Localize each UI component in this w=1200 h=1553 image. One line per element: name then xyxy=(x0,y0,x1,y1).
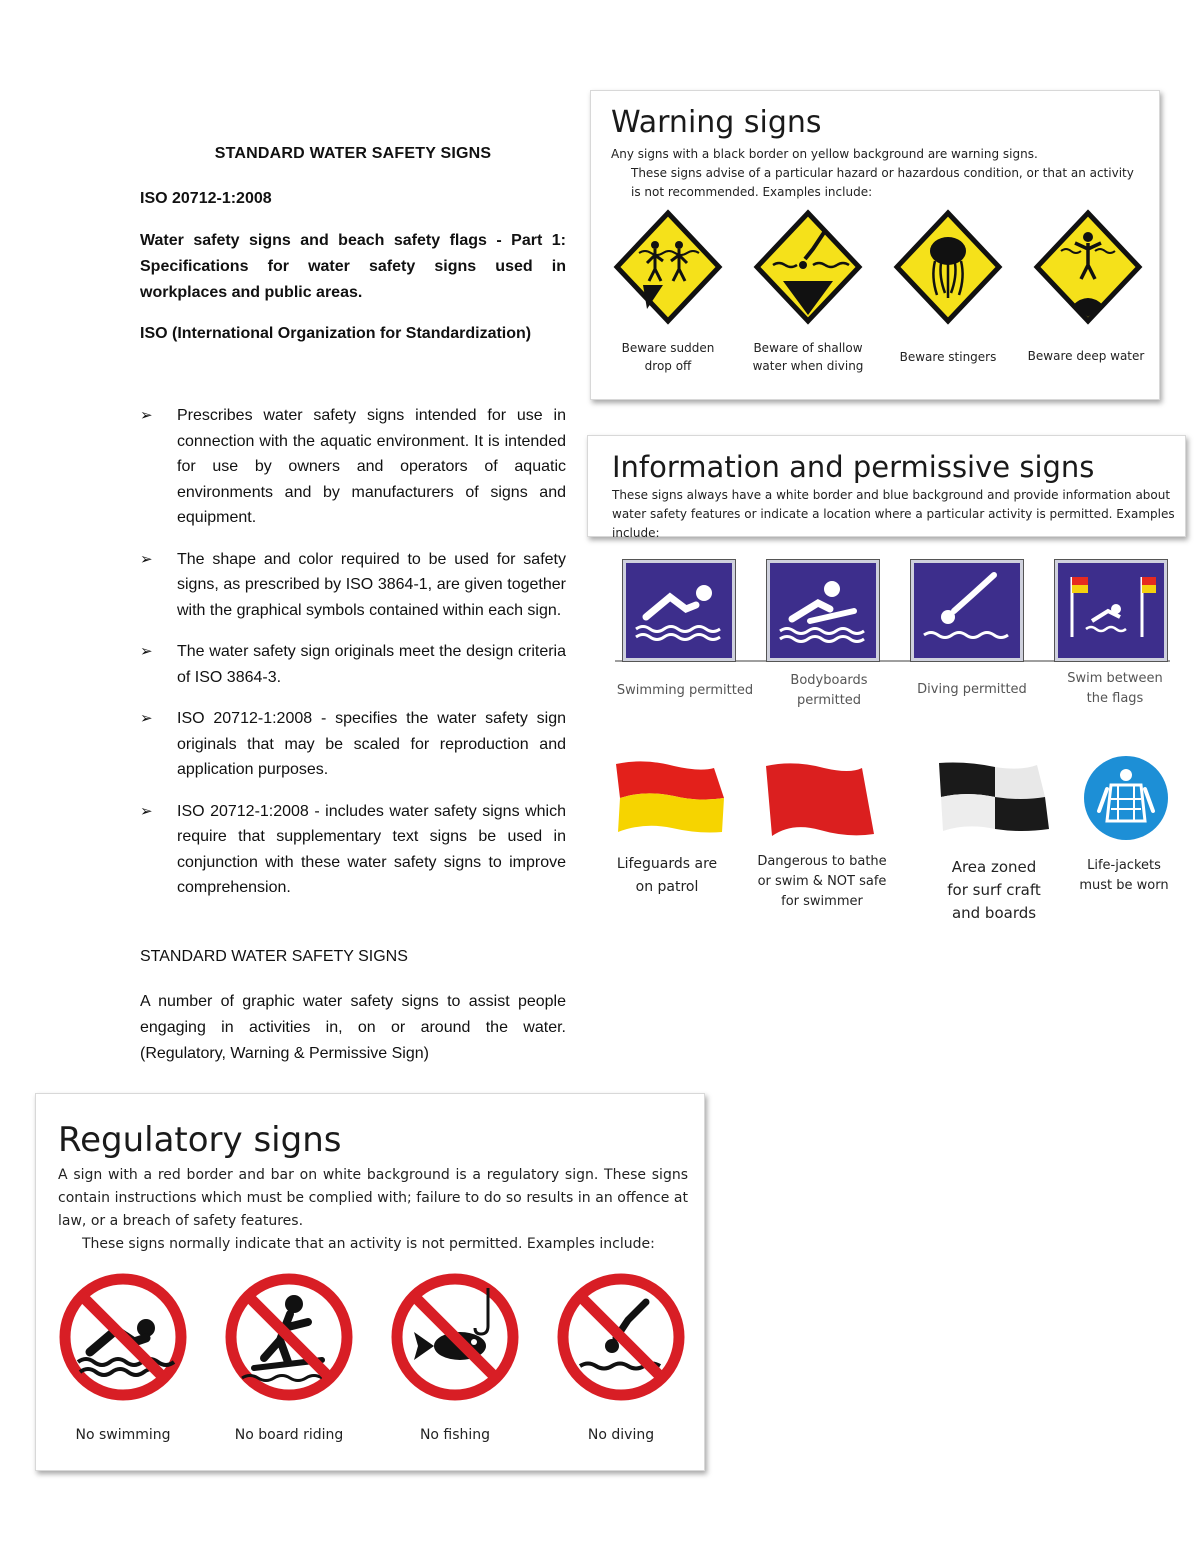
caption-no-diving: No diving xyxy=(587,1427,655,1443)
information-signs-panel xyxy=(587,435,1186,540)
arrow-bullet-icon: ➢ xyxy=(140,710,153,727)
caption-life-jackets: Life-jackets must be worn xyxy=(1079,858,1169,893)
diving-icon xyxy=(911,560,1023,661)
sudden-drop-off-icon xyxy=(613,209,723,329)
no-fishing-icon xyxy=(390,1272,520,1402)
document-title: STANDARD WATER SAFETY SIGNS xyxy=(214,145,492,162)
organization-name: ISO (International Organization for Standardization) xyxy=(140,325,532,342)
information-intro: These signs always have a white border and blue background and provide information about water safety features or indicate a location where a particular activity is permitted. Examples include: xyxy=(612,488,1175,540)
caption-no-swimming: No swimming xyxy=(75,1427,171,1443)
regulatory-intro: A sign with a red border and bar on white background is a regulatory sign. These signs contain instructions which must be complied with; failure to do so results in an offence at law, or a breach of safety features. These signs normally indicate that an activity is not permitted. Examples include: xyxy=(58,1167,688,1252)
no-swimming-icon xyxy=(58,1272,188,1402)
deep-water-icon xyxy=(1033,209,1143,329)
arrow-bullet-icon: ➢ xyxy=(140,802,153,820)
warning-signs-panel xyxy=(590,90,1160,400)
section-subheading: STANDARD WATER SAFETY SIGNS xyxy=(140,948,408,965)
caption-no-fishing: No fishing xyxy=(419,1427,491,1443)
life-jacket-icon xyxy=(1083,755,1169,841)
regulatory-signs-panel xyxy=(35,1093,705,1471)
bodyboard-icon xyxy=(767,560,879,661)
information-title: Information and permissive signs xyxy=(612,450,1095,484)
list-item: ➢ ISO 20712-1:2008 - includes water safety signs which require that supplementary text signs be used in conjunction with these water safety signs to improve comprehension. xyxy=(140,799,566,901)
shallow-water-diving-icon xyxy=(753,209,863,329)
swim-between-flags-icon xyxy=(1055,560,1167,661)
information-signs-strip xyxy=(615,558,1170,662)
caption-swimming-permitted: Swimming permitted xyxy=(616,683,754,698)
caption-deep-water: Beware deep water xyxy=(1027,349,1145,363)
caption-surf-craft-zone: Area zoned for surf craft and boards xyxy=(947,858,1041,922)
regulatory-title: Regulatory signs xyxy=(58,1120,342,1160)
list-item: ➢ The water safety sign originals meet the design criteria of ISO 3864-3. xyxy=(140,639,566,690)
closing-paragraph: A number of graphic water safety signs to assist people engaging in activities in, on or around the water. (Regulatory, Warning & Permissive Sign) xyxy=(140,993,566,1062)
warning-title: Warning signs xyxy=(611,105,822,140)
list-item: ➢ ISO 20712-1:2008 - specifies the water safety sign originals that may be scaled for reproduction and application purposes. xyxy=(140,706,566,783)
standard-description: Water safety signs and beach safety flags - Part 1: Specifications for water safety signs used in workplaces and public areas. xyxy=(140,232,566,301)
swimming-icon xyxy=(623,560,735,661)
arrow-bullet-icon: ➢ xyxy=(140,643,153,660)
caption-shallow-water: Beware of shallow water when diving xyxy=(752,341,864,373)
caption-bodyboards-permitted: Bodyboards permitted xyxy=(790,673,868,708)
no-board-riding-icon xyxy=(224,1272,354,1402)
list-item: ➢ Prescribes water safety signs intended for use in connection with the aquatic environment. It is intended for use by owners and operators of aquatic environments and by manufacturers of signs and equipment. xyxy=(140,403,566,531)
warning-intro: Any signs with a black border on yellow background are warning signs. These signs advise of a particular hazard or hazardous condition, or that an activity is not recommended. Examples include: xyxy=(611,147,1134,199)
iso-code: ISO 20712-1:2008 xyxy=(140,190,272,207)
caption-dangerous-to-bathe: Dangerous to bathe or swim & NOT safe for swimmer xyxy=(757,854,887,909)
arrow-bullet-icon: ➢ xyxy=(140,550,153,568)
bullet-list xyxy=(140,403,566,917)
red-yellow-flag-icon xyxy=(614,760,726,836)
list-item: ➢ The shape and color required to be used for safety signs, as prescribed by ISO 3864-1, are given together with the graphical symbols contained within each sign. xyxy=(140,547,566,624)
caption-lifeguards-on-patrol: Lifeguards are on patrol xyxy=(616,856,718,895)
caption-swim-between-flags: Swim between the flags xyxy=(1067,671,1163,706)
black-white-flag-icon xyxy=(937,761,1051,833)
arrow-bullet-icon: ➢ xyxy=(140,407,153,424)
no-diving-icon xyxy=(556,1272,686,1402)
caption-diving-permitted: Diving permitted xyxy=(917,682,1027,697)
caption-sudden-drop-off: Beware sudden drop off xyxy=(621,341,715,373)
stingers-icon xyxy=(893,209,1003,329)
caption-no-board-riding: No board riding xyxy=(234,1427,344,1443)
red-flag-icon xyxy=(764,762,876,838)
caption-stingers: Beware stingers xyxy=(899,350,997,364)
